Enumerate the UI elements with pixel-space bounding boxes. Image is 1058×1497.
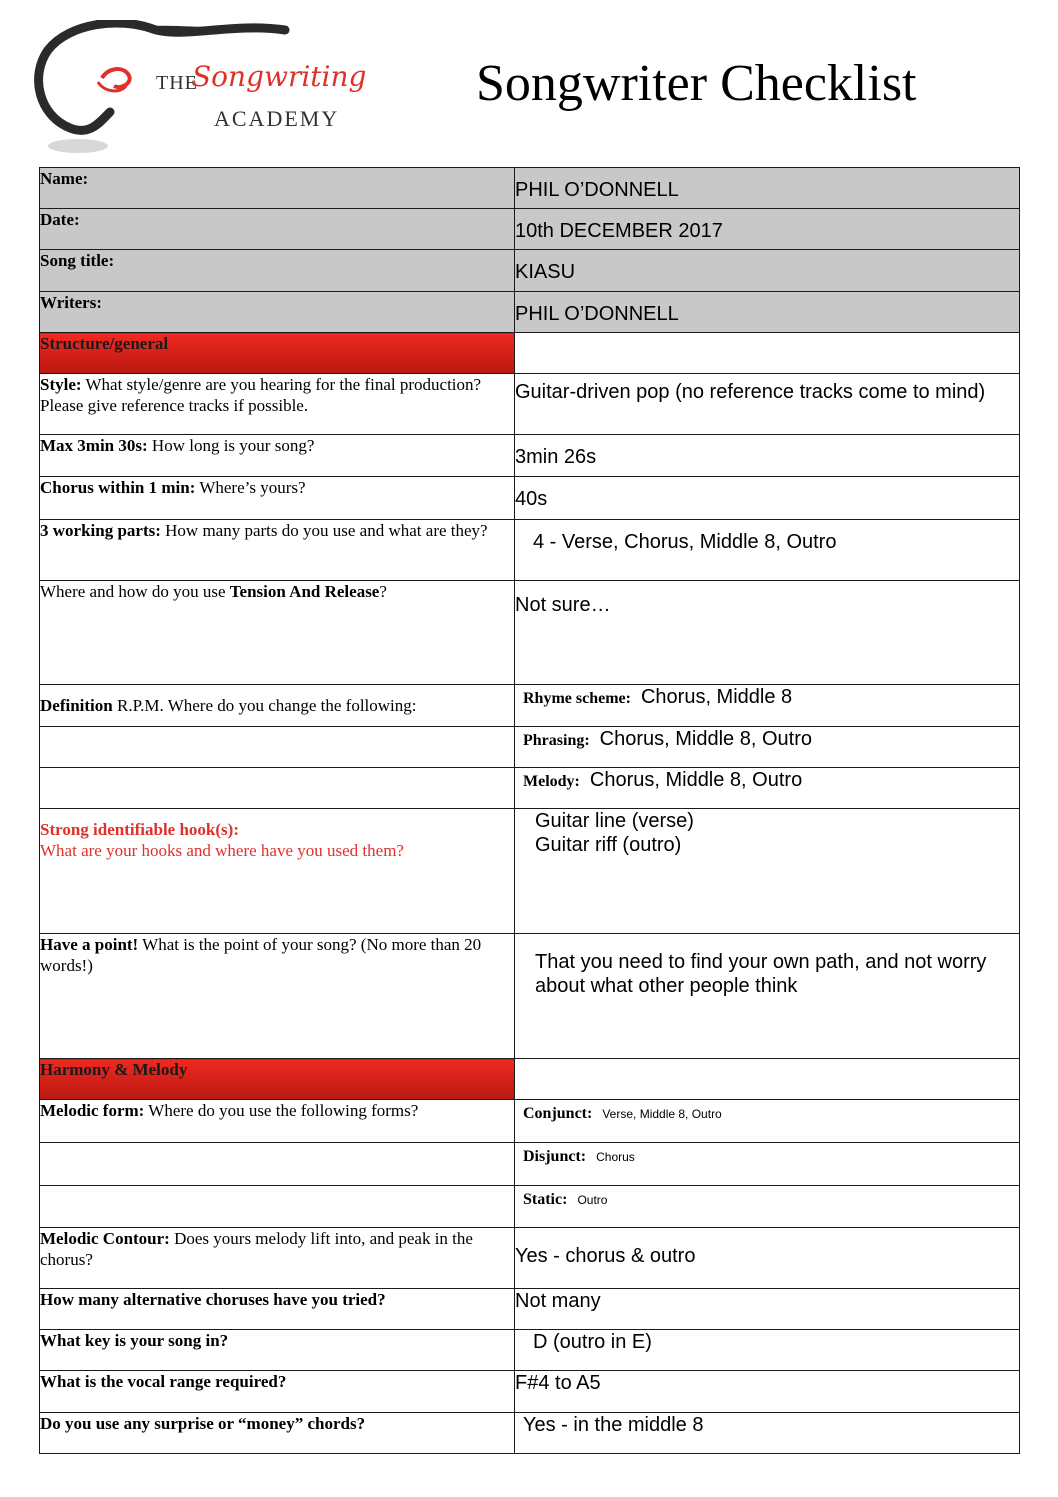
logo-the: THE xyxy=(156,72,198,94)
songwriting-academy-logo xyxy=(30,20,367,160)
contour-text: Does yours melody lift into, and peak in the chorus? xyxy=(40,1229,473,1269)
writers-value: PHIL O’DONNELL xyxy=(515,292,1020,333)
static-empty-cell xyxy=(40,1186,515,1228)
vocal-range-bold: What is the vocal range required? xyxy=(40,1372,287,1391)
max-length-question xyxy=(40,435,515,477)
surprise-chords-question xyxy=(40,1413,515,1454)
hook-question xyxy=(40,809,515,934)
working-parts-text: How many parts do you use and what are they? xyxy=(160,521,488,540)
section-empty-cell xyxy=(515,1059,1020,1100)
checklist-table xyxy=(39,167,1020,1454)
point-bold: Have a point! xyxy=(40,935,139,954)
section-row-structure xyxy=(40,333,1020,374)
writers-label: Writers: xyxy=(40,292,515,333)
contour-bold: Melodic Contour: xyxy=(40,1229,170,1248)
section-empty-cell xyxy=(515,333,1020,374)
rhyme-label: Rhyme scheme: xyxy=(523,690,631,707)
page-title: Songwriter Checklist xyxy=(476,55,917,112)
date-row xyxy=(40,209,1020,250)
writers-row xyxy=(40,292,1020,333)
date-label: Date: xyxy=(40,209,515,250)
key-row xyxy=(40,1330,1020,1371)
working-parts-question xyxy=(40,520,515,581)
melodic-form-text: Where do you use the following forms? xyxy=(144,1101,419,1120)
date-value: 10th DECEMBER 2017 xyxy=(515,209,1020,250)
alt-chorus-answer: Not many xyxy=(515,1289,1020,1330)
logo-songwriting: Songwriting xyxy=(192,60,367,93)
section-row-harmony xyxy=(40,1059,1020,1100)
surprise-chords-row xyxy=(40,1413,1020,1454)
point-answer: That you need to find your own path, and not worry about what other people think xyxy=(515,934,1020,1059)
phrasing-value: Chorus, Middle 8, Outro xyxy=(599,728,812,750)
point-text: What is the point of your song? (No more than 20 words!) xyxy=(40,935,482,975)
style-bold: Style: xyxy=(40,375,82,394)
rhyme-cell xyxy=(515,685,1020,727)
melody-value: Chorus, Middle 8, Outro xyxy=(589,769,803,791)
name-value: PHIL O’DONNELL xyxy=(515,168,1020,209)
surprise-chords-bold: Do you use any surprise or “money” chords? xyxy=(40,1414,366,1433)
tension-text-1: Where and how do you use xyxy=(40,582,230,601)
vocal-range-answer: F#4 to A5 xyxy=(515,1371,1020,1413)
tension-text-2: ? xyxy=(379,582,387,601)
contour-question xyxy=(40,1228,515,1289)
point-row xyxy=(40,934,1020,1059)
section-header-structure: Structure/general xyxy=(40,333,515,374)
key-answer: D (outro in E) xyxy=(515,1330,1020,1371)
max-length-bold: Max 3min 30s: xyxy=(40,436,148,455)
hook-text: What are your hooks and where have you used them? xyxy=(40,841,404,860)
style-question xyxy=(40,374,515,435)
chorus-time-question xyxy=(40,477,515,520)
melody-empty-cell xyxy=(40,768,515,809)
style-text: What style/genre are you hearing for the final production? Please give reference tracks if possible. xyxy=(40,375,482,415)
style-row xyxy=(40,374,1020,435)
point-question xyxy=(40,934,515,1059)
hook-answer xyxy=(515,809,1020,934)
contour-row xyxy=(40,1228,1020,1289)
melody-row xyxy=(40,768,1020,809)
vocal-range-row xyxy=(40,1371,1020,1413)
disjunct-value: Chorus xyxy=(596,1150,635,1164)
static-row xyxy=(40,1186,1020,1228)
song-title-row xyxy=(40,250,1020,292)
tension-row xyxy=(40,581,1020,685)
melody-label: Melody: xyxy=(523,773,580,790)
chorus-time-answer: 40s xyxy=(515,477,1020,520)
working-parts-row xyxy=(40,520,1020,581)
max-length-row xyxy=(40,435,1020,477)
disjunct-cell xyxy=(515,1143,1020,1186)
hook-answer-2: Guitar riff (outro) xyxy=(535,834,682,856)
melodic-form-bold: Melodic form: xyxy=(40,1101,145,1120)
melodic-form-question xyxy=(40,1100,515,1143)
tension-question xyxy=(40,581,515,685)
alt-chorus-bold: How many alternative choruses have you tried? xyxy=(40,1290,386,1309)
hook-row xyxy=(40,809,1020,934)
max-length-answer: 3min 26s xyxy=(515,435,1020,477)
static-value: Outro xyxy=(577,1193,608,1207)
definition-bold: Definition xyxy=(40,696,113,715)
surprise-chords-answer: Yes - in the middle 8 xyxy=(515,1413,1020,1454)
section-header-harmony: Harmony & Melody xyxy=(40,1059,515,1100)
alt-chorus-question xyxy=(40,1289,515,1330)
definition-question xyxy=(40,685,515,727)
chorus-time-row xyxy=(40,477,1020,520)
tension-bold: Tension And Release xyxy=(229,582,380,601)
song-title-label: Song title: xyxy=(40,250,515,292)
definition-text: R.P.M. Where do you change the following: xyxy=(112,696,417,715)
name-row xyxy=(40,168,1020,209)
chorus-time-text: Where’s yours? xyxy=(195,478,306,497)
tension-answer: Not sure… xyxy=(515,581,1020,685)
definition-row xyxy=(40,685,1020,727)
vocal-range-question xyxy=(40,1371,515,1413)
phrasing-empty-cell xyxy=(40,727,515,768)
alt-chorus-row xyxy=(40,1289,1020,1330)
song-title-value: KIASU xyxy=(515,250,1020,292)
style-answer: Guitar-driven pop (no reference tracks come to mind) xyxy=(515,374,1020,435)
hook-answer-1: Guitar line (verse) xyxy=(535,810,694,832)
contour-answer: Yes - chorus & outro xyxy=(515,1228,1020,1289)
max-length-text: How long is your song? xyxy=(147,436,315,455)
disjunct-label: Disjunct: xyxy=(523,1148,587,1165)
logo-academy: ACADEMY xyxy=(214,106,340,131)
melody-cell xyxy=(515,768,1020,809)
working-parts-answer: 4 - Verse, Chorus, Middle 8, Outro xyxy=(515,520,1020,581)
phrasing-label: Phrasing: xyxy=(523,732,590,749)
key-bold: What key is your song in? xyxy=(40,1331,229,1350)
conjunct-label: Conjunct: xyxy=(523,1105,593,1122)
name-label: Name: xyxy=(40,168,515,209)
melodic-form-row xyxy=(40,1100,1020,1143)
disjunct-empty-cell xyxy=(40,1143,515,1186)
conjunct-value: Verse, Middle 8, Outro xyxy=(602,1107,722,1121)
rhyme-value: Chorus, Middle 8 xyxy=(640,686,793,708)
static-cell xyxy=(515,1186,1020,1228)
key-question xyxy=(40,1330,515,1371)
static-label: Static: xyxy=(523,1191,568,1208)
conjunct-cell xyxy=(515,1100,1020,1143)
disjunct-row xyxy=(40,1143,1020,1186)
working-parts-bold: 3 working parts: xyxy=(40,521,161,540)
phrasing-cell xyxy=(515,727,1020,768)
phrasing-row xyxy=(40,727,1020,768)
hook-bold: Strong identifiable hook(s): xyxy=(40,820,239,839)
chorus-time-bold: Chorus within 1 min: xyxy=(40,478,196,497)
